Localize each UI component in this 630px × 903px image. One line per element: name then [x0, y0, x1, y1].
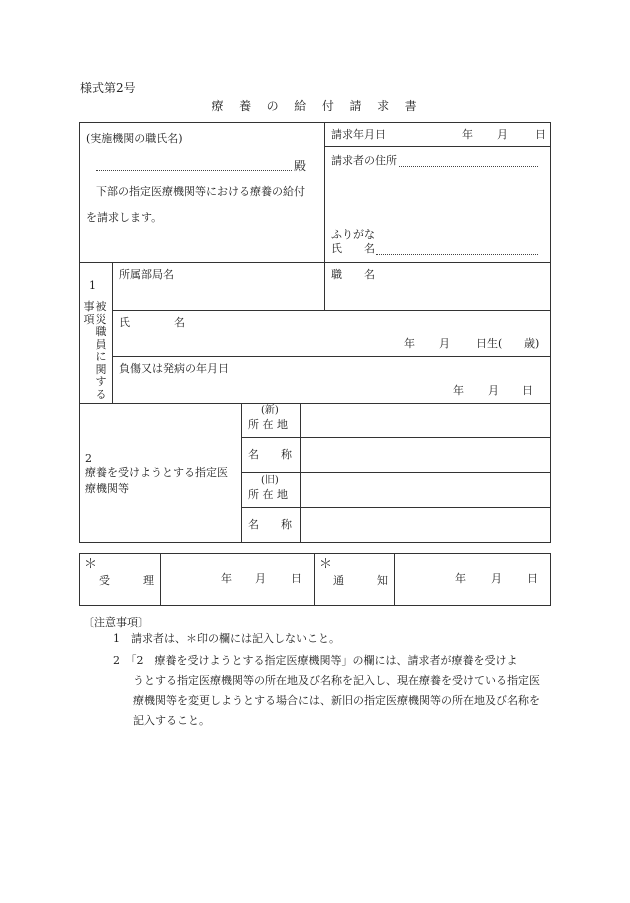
divider	[300, 403, 301, 543]
section2-number: 2	[85, 452, 92, 465]
old-location-label: 所 在 地	[248, 488, 288, 501]
divider	[112, 310, 551, 311]
divider	[324, 122, 325, 310]
divider	[324, 146, 551, 147]
request-body-line2: を請求します。	[86, 211, 163, 224]
injury-year-label: 年	[453, 384, 464, 397]
note-item-2: 2 「2 療養を受けようとする指定医療機関等」の欄には、請求者が療養を受けよ	[113, 654, 518, 667]
dept-label: 所属部局名	[119, 268, 174, 281]
divider	[160, 553, 161, 606]
received-month-label: 月	[255, 572, 266, 585]
birth-month-label: 月	[439, 337, 450, 350]
new-location-label: 所 在 地	[248, 418, 288, 431]
received-day-label: 日	[291, 572, 302, 585]
divider	[79, 403, 551, 404]
injury-day-label: 日	[522, 384, 533, 397]
request-date-label: 請求年月日	[331, 128, 386, 141]
received-star: ＊	[84, 557, 98, 572]
section1-side-label-col1: 被 災 職 員 に 関 す る	[95, 300, 107, 401]
agency-head-field[interactable]	[96, 170, 292, 171]
birth-day-label: 日生(	[476, 337, 503, 350]
notice-star: ＊	[319, 557, 333, 572]
request-year-label: 年	[462, 128, 473, 141]
furigana-label: ふりがな	[331, 228, 375, 241]
notice-label: 通 知	[333, 574, 388, 587]
injury-date-label: 負傷又は発病の年月日	[119, 362, 229, 375]
old-name-label: 名 称	[248, 518, 292, 531]
age-label: 歳)	[524, 337, 540, 350]
note-item-1: 1 請求者は、＊印の欄には記入しないこと。	[113, 632, 340, 645]
divider	[79, 262, 551, 263]
section1-number: 1	[89, 279, 96, 292]
section2-label-line2: 療機関等	[85, 482, 129, 495]
divider	[314, 553, 315, 606]
received-label: 受 理	[99, 574, 154, 587]
injury-month-label: 月	[488, 384, 499, 397]
divider	[241, 472, 551, 473]
honorific: 殿	[294, 159, 307, 173]
agency-head-label: (実施機関の職氏名)	[86, 132, 183, 145]
job-title-label: 職 名	[331, 268, 375, 281]
request-body-line1: 下部の指定医療機関等における療養の給付	[96, 185, 305, 198]
applicant-name-label: 氏 名	[331, 242, 375, 255]
note-item-2-cont: うとする指定医療機関等の所在地及び名称を記入し、現在療養を受けている指定医	[133, 674, 540, 687]
birth-year-label: 年	[404, 337, 415, 350]
form-number: 様式第2号	[80, 81, 136, 95]
divider	[241, 403, 242, 543]
section1-side-label-col2: 事 項	[83, 300, 95, 326]
form-title: 療 養 の 給 付 請 求 書	[211, 99, 419, 113]
applicant-name-field[interactable]	[376, 254, 538, 255]
request-day-label: 日	[535, 128, 546, 141]
divider	[241, 507, 551, 508]
notice-year-label: 年	[455, 572, 466, 585]
address-field[interactable]	[399, 166, 538, 167]
notes-heading: 〔注意事項〕	[83, 616, 149, 629]
note-item-2-cont: 記入すること。	[133, 714, 210, 727]
divider	[112, 356, 551, 357]
notice-month-label: 月	[491, 572, 502, 585]
employee-name-label: 氏 名	[119, 316, 185, 329]
address-label: 請求者の住所	[331, 154, 397, 167]
divider	[112, 262, 113, 403]
new-tag: (新)	[261, 405, 279, 416]
section2-label-line1: 療養を受けようとする指定医	[85, 466, 228, 479]
notice-day-label: 日	[527, 572, 538, 585]
divider	[241, 437, 551, 438]
new-name-label: 名 称	[248, 448, 292, 461]
request-month-label: 月	[497, 128, 508, 141]
note-item-2-cont: 療機関等を変更しようとする場合には、新旧の指定医療機関等の所在地及び名称を	[133, 694, 540, 707]
received-year-label: 年	[221, 572, 232, 585]
divider	[394, 553, 395, 606]
old-tag: (旧)	[261, 475, 279, 486]
